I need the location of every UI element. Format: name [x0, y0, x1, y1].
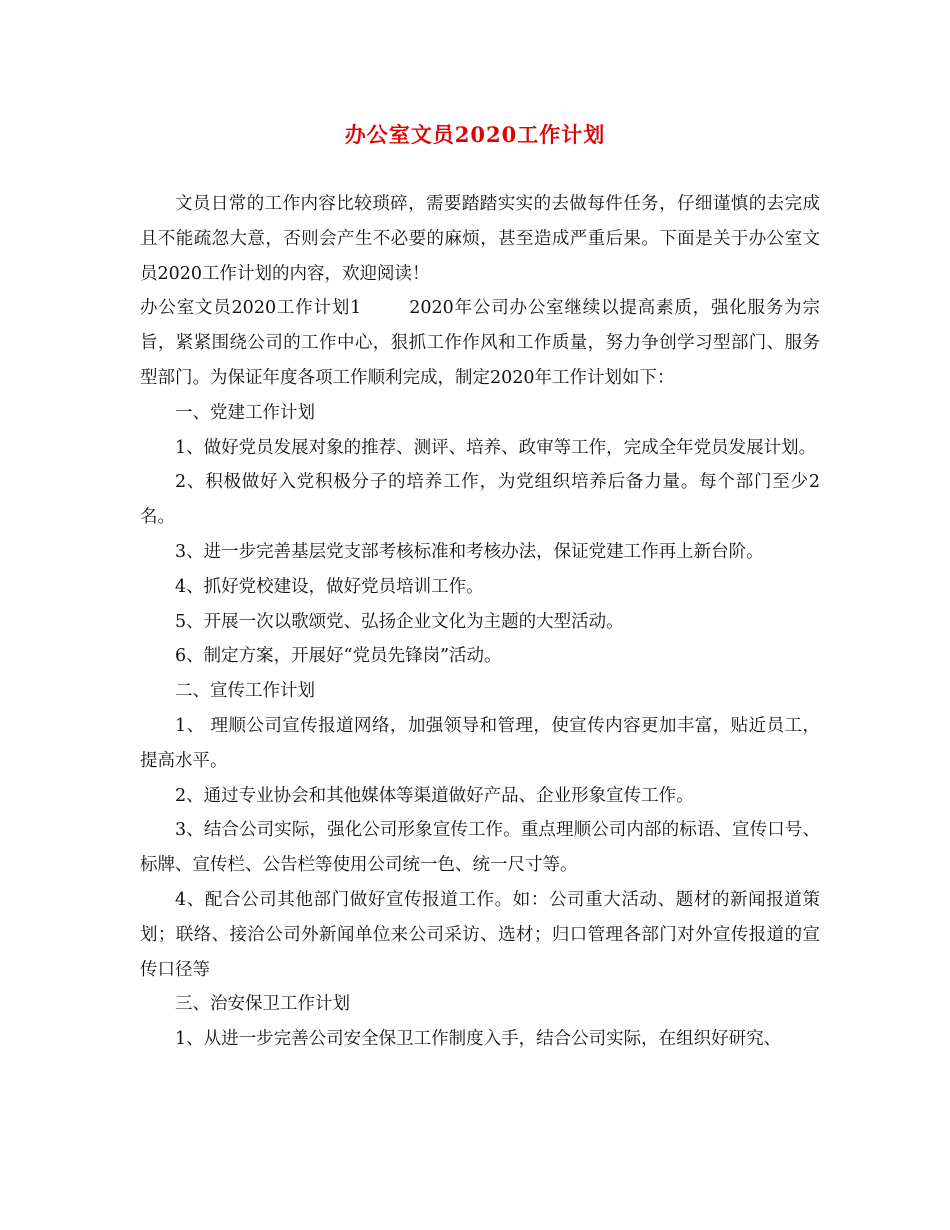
plan-paragraph — [140, 291, 820, 395]
section-item: 2、积极做好入党积极分子的培养工作，为党组织培养后备力量。每个部门至少2名。 — [140, 472, 820, 528]
section-item: 2、通过专业协会和其他媒体等渠道做好产品、企业形象宣传工作。 — [175, 785, 694, 806]
section-item: 4、抓好党校建设，做好党员培训工作。 — [175, 576, 484, 597]
section-item: 5、开展一次以歌颂党、弘扬企业文化为主题的大型活动。 — [175, 611, 624, 632]
section-item: 6、制定方案，开展好“党员先锋岗”活动。 — [175, 646, 502, 667]
section-item: 4、配合公司其他部门做好宣传报道工作。如：公司重大活动、题材的新闻报道策划；联络、接洽公司外新闻单位来公司采访、选材；归口管理各部门对外宣传报道的宣传口径等 — [140, 889, 820, 980]
section-item: 3、结合公司实际，强化公司形象宣传工作。重点理顺公司内部的标语、宣传口号、标牌、宣传栏、公告栏等使用公司统一色、统一尺寸等。 — [140, 820, 820, 876]
intro-paragraph: 文员日常的工作内容比较琐碎，需要踏踏实实的去做每件任务，仔细谨慎的去完成且不能疏忽大意，否则会产生不必要的麻烦，甚至造成严重后果。下面是关于办公室文员2020工作计划的内容，欢迎阅读！ — [140, 194, 820, 284]
section-heading: 二、宣传工作计划 — [175, 681, 315, 702]
document-body — [140, 187, 820, 1057]
plan-intro: 2020年公司办公室继续以提高素质，强化服务为宗旨，紧紧围绕公司的工作中心，狠抓工作作风和工作质量，努力争创学习型部门、服务型部门。为保证年度各项工作顺利完成，制定2020年工作计划如下： — [140, 298, 820, 388]
section-item: 1、 理顺公司宣传报道网络，加强领导和管理，使宣传内容更加丰富，贴近员工，提高水平。 — [140, 715, 820, 771]
section-heading: 三、治安保卫工作计划 — [175, 994, 350, 1015]
document-title: 办公室文员2020工作计划 — [344, 122, 606, 147]
plan-label: 办公室文员2020工作计划1 — [140, 298, 362, 319]
section-heading: 一、党建工作计划 — [175, 402, 315, 423]
section-item: 3、进一步完善基层党支部考核标准和考核办法，保证党建工作再上新台阶。 — [175, 541, 764, 562]
section-item: 1、从进一步完善公司安全保卫工作制度入手，结合公司实际，在组织好研究、 — [175, 1029, 782, 1050]
section-item: 1、做好党员发展对象的推荐、测评、培养、政审等工作，完成全年党员发展计划。 — [175, 437, 817, 458]
